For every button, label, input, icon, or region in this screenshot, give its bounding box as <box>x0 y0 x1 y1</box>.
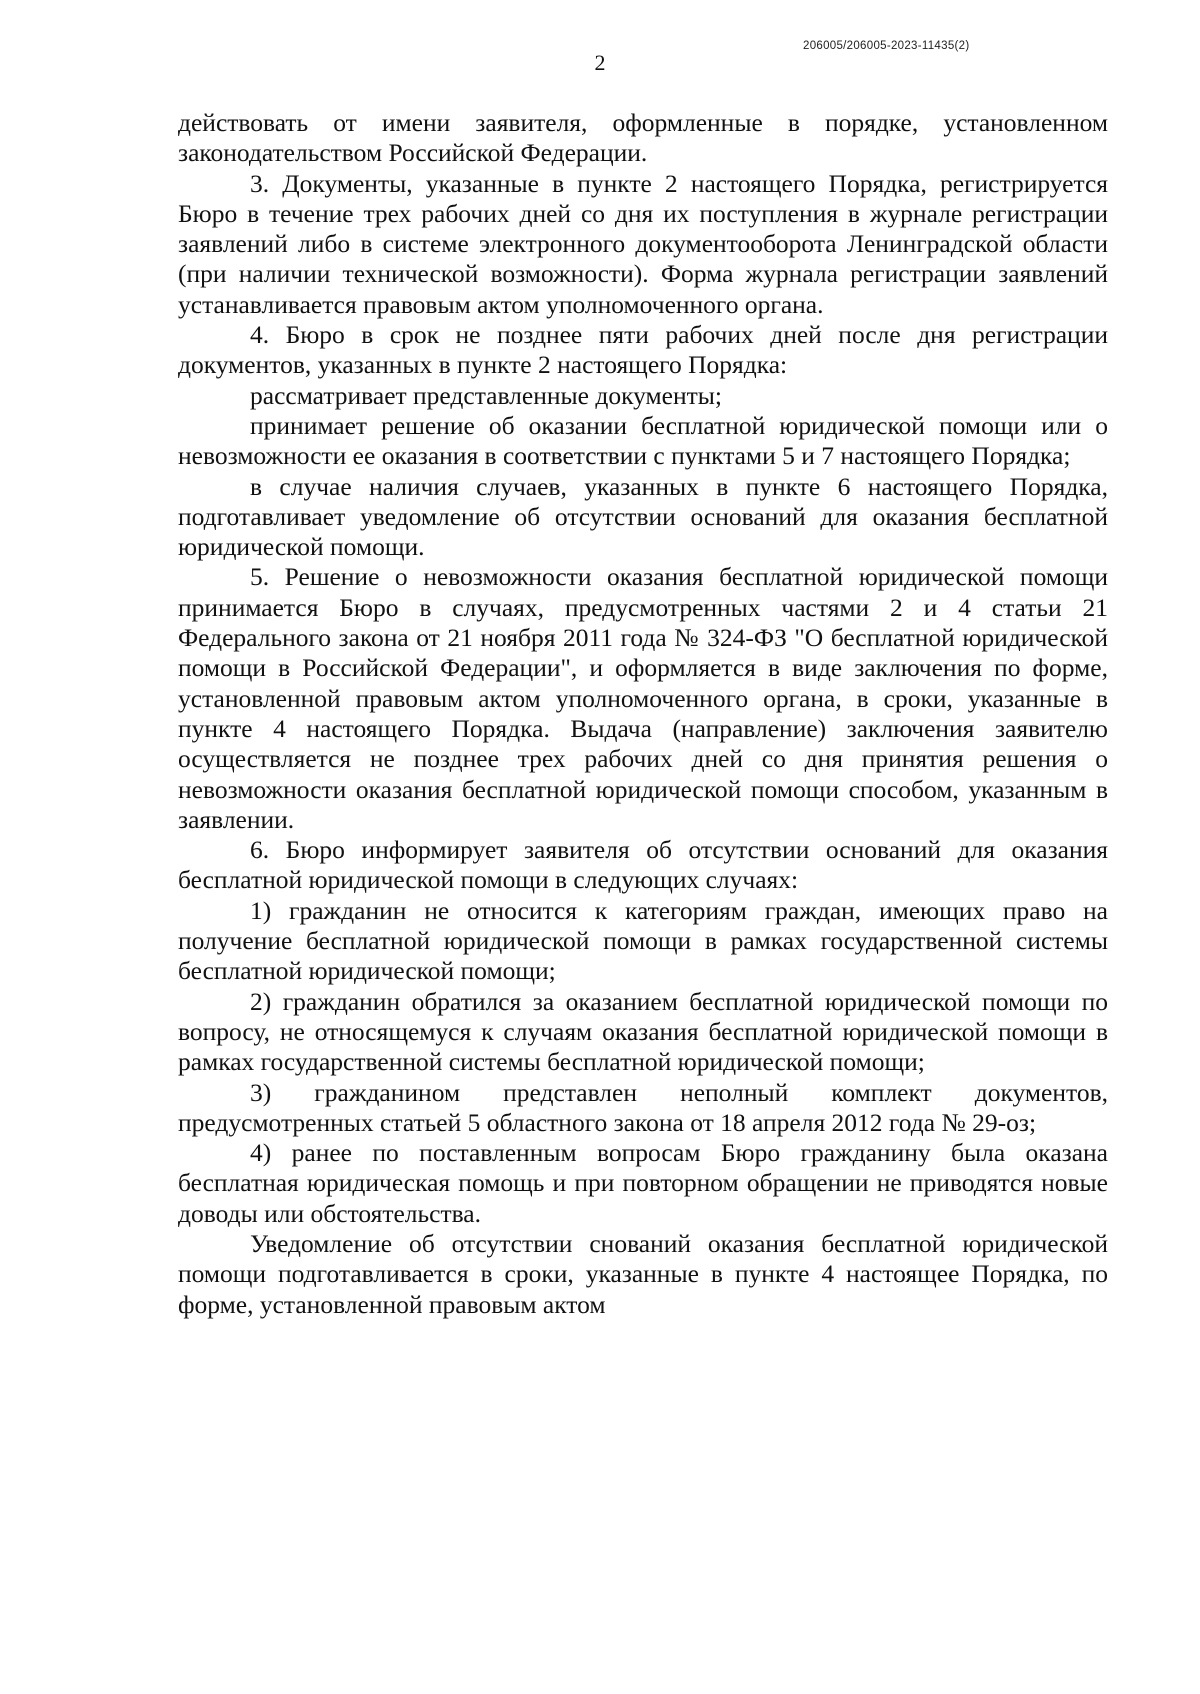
paragraph-item-6-case-3: 3) гражданином представлен неполный комплект документов, предусмотренных статьей 5 областного закона от 18 апреля 2012 года № 29-оз; <box>178 1077 1108 1137</box>
paragraph-item-4: 4. Бюро в срок не позднее пяти рабочих дней после дня регистрации документов, указанных в пункте 2 настоящего Порядка: <box>178 320 1108 380</box>
paragraph-item-3: 3. Документы, указанные в пункте 2 настоящего Порядка, регистрируется Бюро в течение трех рабочих дней со дня их поступления в журнале регистрации заявлений либо в системе электронного документооборота Ленинградской области (при наличии технической возможности). Форма журнала регистрации заявлений устанавливается правовым актом уполномоченного органа. <box>178 168 1108 319</box>
paragraph-item-4-sub-1: рассматривает представленные документы; <box>250 380 722 410</box>
paragraph-item-6-case-4: 4) ранее по поставленным вопросам Бюро гражданину была оказана бесплатная юридическая помощь и при повторном обращении не приводятся новые доводы или обстоятельства. <box>178 1138 1108 1228</box>
paragraph-continuation: действовать от имени заявителя, оформленные в порядке, установленном законодательством Российской Федерации. <box>178 108 1108 168</box>
paragraph-notification: Уведомление об отсутствии снований оказания бесплатной юридической помощи подготавливается в сроки, указанные в пункте 4 настоящее Порядка, по форме, установленной правовым актом <box>178 1228 1108 1319</box>
document-body <box>178 108 1108 1320</box>
page-number: 2 <box>594 50 606 75</box>
document-id: 206005/206005-2023-11435(2) <box>803 40 970 52</box>
paragraph-item-5: 5. Решение о невозможности оказания бесплатной юридической помощи принимается Бюро в случаях, предусмотренных частями 2 и 4 статьи 21 Федерального закона от 21 ноября 2011 года № 324-ФЗ "О бесплатной юридической помощи в Российской Федерации", и оформляется в виде заключения по форме, установленной правовым актом уполномоченного органа, в сроки, указанные в пункте 4 настоящего Порядка. Выдача (направление) заключения заявителю осуществляется не позднее трех рабочих дней со дня принятия решения о невозможности оказания бесплатной юридической помощи способом, указанным в заявлении. <box>178 562 1108 834</box>
paragraph-item-4-sub-3: в случае наличия случаев, указанных в пункте 6 настоящего Порядка, подготавливает уведомление об отсутствии оснований для оказания бесплатной юридической помощи. <box>178 471 1108 562</box>
paragraph-item-6: 6. Бюро информирует заявителя об отсутствии оснований для оказания бесплатной юридической помощи в следующих случаях: <box>178 835 1108 895</box>
paragraph-item-6-case-2: 2) гражданин обратился за оказанием бесплатной юридической помощи по вопросу, не относящемуся к случаям оказания бесплатной юридической помощи в рамках государственной системы бесплатной юридической помощи; <box>178 986 1108 1077</box>
paragraph-item-6-case-1: 1) гражданин не относится к категориям граждан, имеющих право на получение бесплатной юридической помощи в рамках государственной системы бесплатной юридической помощи; <box>178 895 1108 986</box>
paragraph-item-4-sub-2: принимает решение об оказании бесплатной юридической помощи или о невозможности ее оказания в соответствии с пунктами 5 и 7 настоящего Порядка; <box>178 410 1108 471</box>
